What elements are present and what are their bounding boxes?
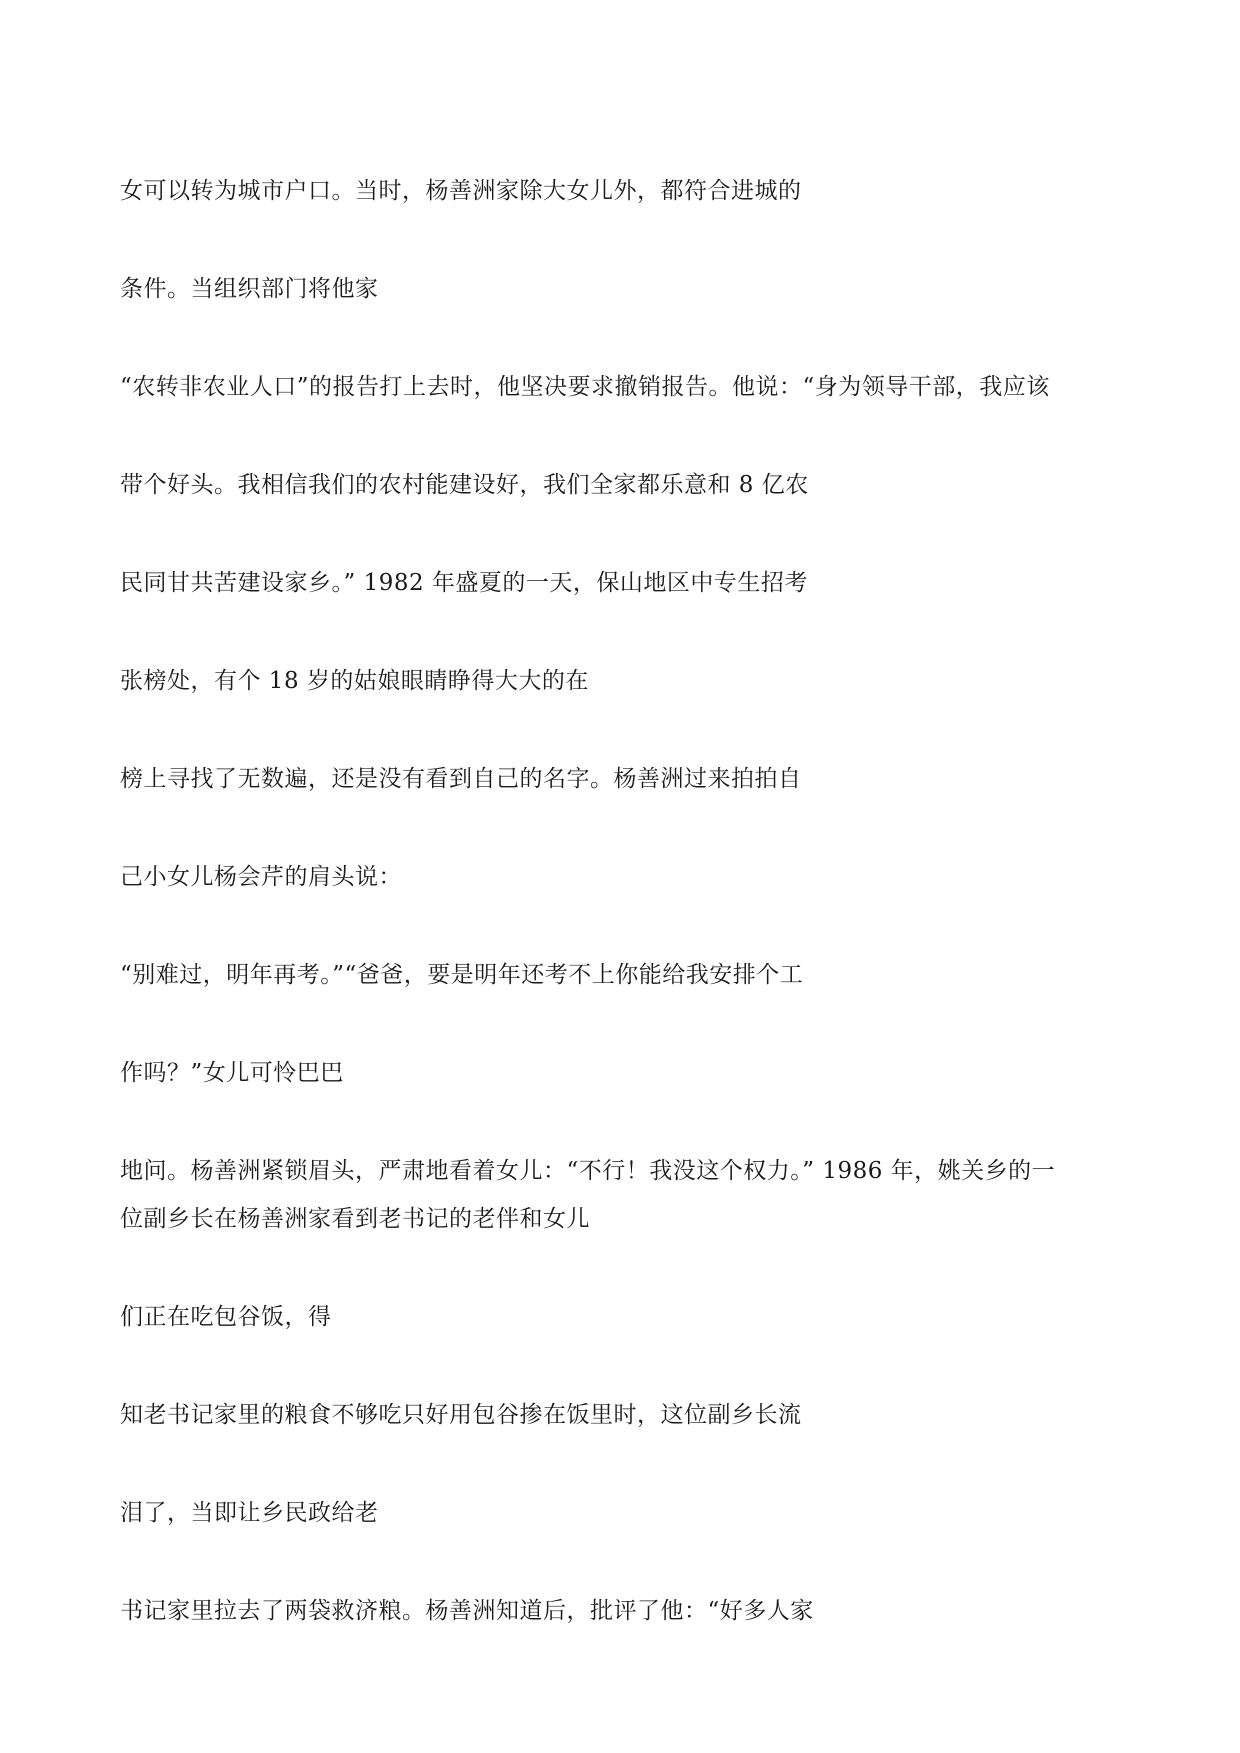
text-line: 地问。杨善洲紧锁眉头，严肃地看着女儿：“不行！我没这个权力。” 1986 年，姚关乡的一	[120, 1158, 1056, 1184]
text-line: 书记家里拉去了两袋救济粮。杨善洲知道后，批评了他：“好多人家	[120, 1598, 814, 1624]
text-line: 作吗？”女儿可怜巴巴	[120, 1060, 344, 1086]
text-line: 知老书记家里的粮食不够吃只好用包谷掺在饭里时，这位副乡长流	[120, 1402, 802, 1428]
text-line: 女可以转为城市户口。当时，杨善洲家除大女儿外，都符合进城的	[120, 178, 802, 204]
text-line: 己小女儿杨会芹的肩头说：	[120, 864, 402, 890]
text-line: “农转非农业人口”的报告打上去时，他坚决要求撤销报告。他说：“身为领导干部，我应该	[120, 374, 1050, 400]
text-line: “别难过，明年再考。”“爸爸，要是明年还考不上你能给我安排个工	[120, 962, 804, 988]
text-line: 条件。当组织部门将他家	[120, 276, 379, 302]
text-line: 民同甘共苦建设家乡。” 1982 年盛夏的一天，保山地区中专生招考	[120, 570, 808, 596]
text-line: 张榜处，有个 18 岁的姑娘眼睛睁得大大的在	[120, 668, 589, 694]
text-line: 们正在吃包谷饭，得	[120, 1304, 332, 1330]
text-line: 榜上寻找了无数遍，还是没有看到自己的名字。杨善洲过来拍拍自	[120, 766, 802, 792]
text-line: 位副乡长在杨善洲家看到老书记的老伴和女儿	[120, 1206, 590, 1232]
text-line: 泪了，当即让乡民政给老	[120, 1500, 379, 1526]
text-line: 带个好头。我相信我们的农村能建设好，我们全家都乐意和 8 亿农	[120, 472, 809, 498]
